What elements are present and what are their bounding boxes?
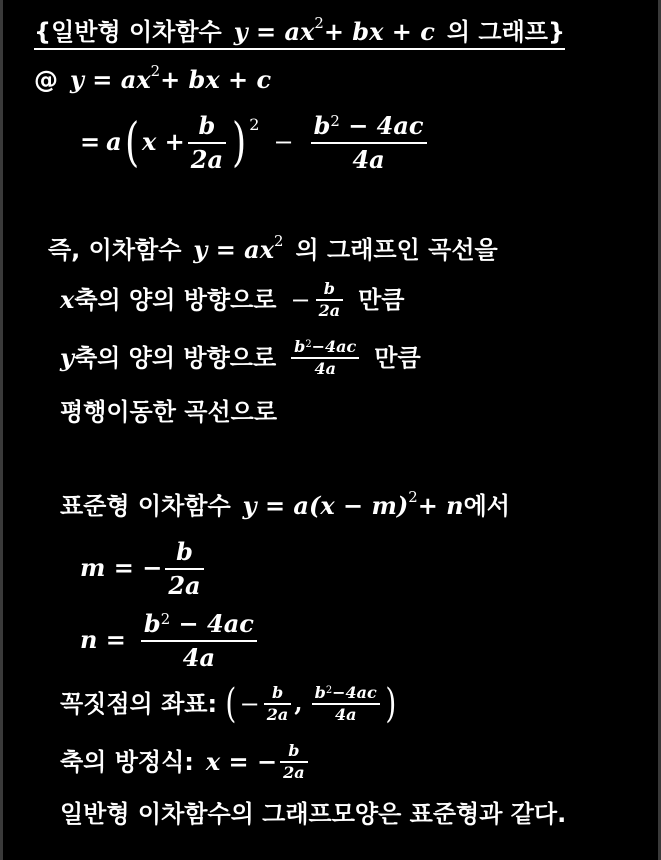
fraction-denominator: 4a — [314, 358, 336, 378]
closing-text: 일반형 이차함수의 그래프모양은 표준형과 같다. — [60, 800, 567, 828]
left-paren: ( — [124, 112, 139, 173]
translation-conclusion-text: 평행이동한 곡선으로 — [60, 398, 278, 426]
header-close-brace: } — [547, 18, 566, 46]
n-label: n = — [80, 625, 126, 655]
header-equation-pre: y = ax — [233, 17, 315, 46]
n-definition — [80, 610, 260, 671]
standard-form-line — [60, 488, 510, 521]
standard-label: 표준형 이차함수 — [60, 492, 231, 520]
fraction-discriminant-over-4a — [291, 338, 359, 378]
translation-x-line — [60, 280, 404, 320]
translation-x-text: 축의 양의 방향으로 — [74, 285, 277, 314]
translation-x-var: x — [60, 284, 75, 314]
fraction-denominator: 4a — [182, 642, 216, 672]
header-equation-post: + bx + c — [323, 17, 435, 46]
derivation-line-1 — [34, 62, 272, 95]
fraction-numerator: b — [198, 111, 216, 140]
numerator-rest: − 4ac — [170, 609, 254, 638]
fraction-bar — [311, 142, 427, 144]
translation-x-suffix: 만큼 — [358, 285, 405, 314]
derivation-equals: = — [80, 127, 101, 157]
fraction-denominator: 4a — [334, 704, 357, 724]
numerator-b: b — [294, 337, 306, 356]
numerator-b: b — [314, 683, 326, 702]
fraction-numerator: b — [323, 279, 335, 298]
fraction-b-over-2a — [188, 112, 226, 173]
fraction-numerator — [291, 338, 359, 356]
fraction-bar — [141, 640, 257, 642]
fraction-discriminant-over-4a — [141, 610, 257, 671]
standard-eq-post: + n — [417, 491, 464, 520]
translation-conclusion — [60, 398, 277, 427]
fraction-discriminant-over-4a — [312, 684, 380, 724]
translation-intro-post: 의 그래프인 곡선을 — [295, 236, 498, 264]
m-definition — [80, 538, 207, 599]
vertex-minus: − — [239, 689, 260, 718]
fraction-bar — [188, 142, 226, 144]
header-label: 일반형 이차함수 — [51, 18, 222, 46]
fraction-numerator — [141, 610, 257, 638]
axis-equation: x = − — [205, 746, 278, 776]
left-border — [0, 0, 3, 860]
numerator-exponent: 2 — [160, 609, 171, 628]
vertex-line — [60, 681, 398, 728]
header-open-brace: { — [34, 18, 52, 46]
vertex-right-paren: ) — [385, 681, 397, 728]
numerator-rest: −4ac — [332, 683, 377, 702]
translation-y-var: y — [60, 342, 74, 372]
square-exponent: 2 — [249, 115, 260, 135]
header-equation-exponent: 2 — [314, 14, 324, 33]
right-paren: ) — [232, 112, 247, 173]
translation-intro-exponent: 2 — [274, 232, 284, 251]
section-header — [34, 14, 566, 50]
section-header-underlined — [34, 14, 566, 50]
fraction-denominator: 2a — [318, 300, 341, 320]
derivation-line1-exponent: 2 — [150, 62, 161, 81]
numerator-b: b — [143, 609, 161, 638]
translation-y-line — [60, 338, 421, 378]
numerator-b: b — [313, 111, 331, 140]
translation-intro — [48, 232, 498, 265]
standard-suffix: 에서 — [463, 492, 510, 520]
fraction-discriminant-over-4a — [311, 112, 427, 173]
fraction-bar — [165, 568, 203, 570]
standard-eq-pre: y = a(x − m) — [242, 491, 409, 520]
fraction-denominator: 2a — [168, 570, 201, 600]
fraction-numerator — [311, 112, 427, 140]
translation-intro-pre: 즉, 이차함수 — [48, 236, 182, 264]
header-suffix: 의 그래프 — [446, 18, 548, 46]
fraction-numerator: b — [288, 741, 300, 760]
derivation-marker: @ — [34, 66, 58, 94]
vertex-label: 꼭짓점의 좌표: — [60, 689, 218, 718]
translation-intro-eq: y = ax — [193, 235, 275, 264]
vertex-left-paren: ( — [225, 681, 237, 728]
fraction-denominator: 2a — [283, 762, 305, 782]
numerator-rest: −4ac — [311, 337, 357, 356]
fraction-b-over-2a — [316, 280, 344, 320]
derivation-x-plus: x + — [141, 127, 185, 157]
derivation-minus: − — [273, 128, 294, 157]
fraction-numerator: b — [271, 683, 284, 702]
axis-line — [60, 742, 311, 782]
m-label: m = − — [80, 553, 163, 583]
closing-line — [60, 800, 566, 829]
fraction-b-over-2a — [280, 742, 308, 782]
numerator-rest: − 4ac — [339, 111, 424, 140]
fraction-b-over-2a — [264, 684, 292, 724]
derivation-line1-post: + bx + c — [160, 65, 272, 94]
numerator-exponent: 2 — [305, 338, 312, 350]
numerator-exponent: 2 — [330, 111, 340, 130]
fraction-denominator: 4a — [352, 144, 385, 174]
fraction-b-over-2a — [165, 538, 203, 599]
standard-exponent: 2 — [408, 488, 418, 507]
vertex-comma: , — [294, 688, 303, 718]
axis-label: 축의 방정식: — [60, 747, 194, 776]
translation-y-text: 축의 양의 방향으로 — [73, 343, 277, 372]
translation-x-minus: − — [290, 285, 311, 314]
numerator-exponent: 2 — [325, 684, 333, 696]
fraction-numerator: b — [176, 537, 193, 566]
fraction-denominator: 2a — [190, 144, 223, 174]
derivation-coefficient-a: a — [106, 127, 122, 157]
translation-y-suffix: 만큼 — [374, 343, 421, 372]
fraction-denominator: 2a — [266, 704, 289, 724]
fraction-numerator — [312, 684, 380, 702]
derivation-line1-pre: y = ax — [70, 65, 151, 94]
derivation-line-2 — [80, 112, 430, 173]
